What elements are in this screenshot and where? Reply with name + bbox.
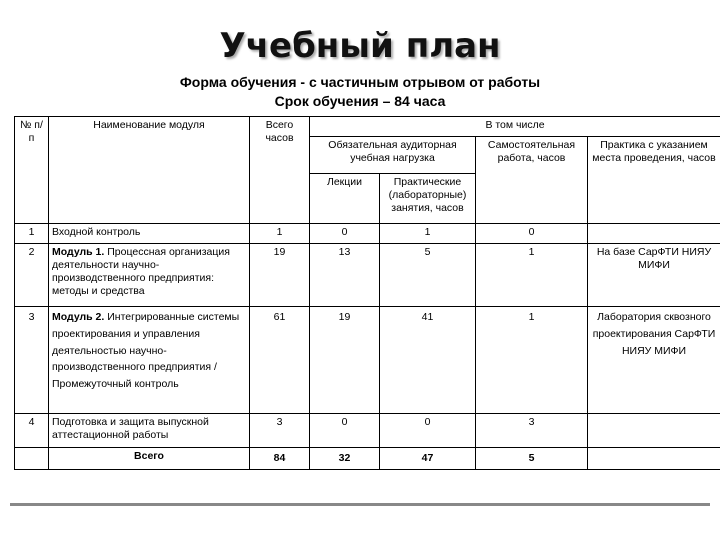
row-module-name-text: Интегрированные системы проектирования и управления деятельностью научно-производственного предприятия / Промежуточный контроль — [52, 311, 240, 391]
row-independent: 3 — [476, 414, 588, 448]
header-practice: Практика с указанием места проведения, часов — [588, 137, 720, 224]
totals-row — [15, 448, 720, 470]
row-total: 1 — [250, 224, 310, 244]
row-lectures: 19 — [310, 307, 380, 414]
row-lectures: 0 — [310, 414, 380, 448]
row-total: 61 — [250, 307, 310, 414]
row-num: 2 — [15, 244, 49, 307]
header-total-hours: Всего часов — [250, 117, 310, 224]
row-total: 3 — [250, 414, 310, 448]
totals-lectures: 32 — [310, 448, 380, 470]
row-module-name-text: Входной контроль — [52, 226, 141, 238]
row-num: 4 — [15, 414, 49, 448]
row-lectures: 0 — [310, 224, 380, 244]
header-module-name: Наименование модуля — [49, 117, 250, 224]
bottom-divider — [10, 503, 710, 506]
row-lectures: 13 — [310, 244, 380, 307]
row-independent: 1 — [476, 307, 588, 414]
row-practice: Лаборатория сквозного проектирования СарФТИ НИЯУ МИФИ — [588, 307, 720, 414]
row-module-name — [49, 244, 250, 307]
row-independent: 1 — [476, 244, 588, 307]
row-module-name — [49, 307, 250, 414]
subtitle-study-duration: Срок обучения – 84 часа — [274, 93, 446, 109]
row-practice — [588, 414, 720, 448]
row-practice — [588, 224, 720, 244]
table-row — [15, 224, 720, 244]
header-lectures: Лекции — [310, 174, 380, 224]
header-practical: Практические (лабораторные) занятия, часов — [380, 174, 476, 224]
row-total: 19 — [250, 244, 310, 307]
curriculum-table — [14, 116, 720, 470]
totals-independent: 5 — [476, 448, 588, 470]
row-module-name-text: Подготовка и защита выпускной аттестационной работы — [52, 416, 209, 442]
page-title: Учебный план — [219, 26, 501, 66]
row-practical: 5 — [380, 244, 476, 307]
totals-practical: 47 — [380, 448, 476, 470]
totals-num — [15, 448, 49, 470]
row-independent: 0 — [476, 224, 588, 244]
row-module-label: Модуль 1. — [52, 246, 105, 258]
row-practical: 41 — [380, 307, 476, 414]
totals-practice — [588, 448, 720, 470]
header-independent-work: Самостоятельная работа, часов — [476, 137, 588, 224]
row-practical: 0 — [380, 414, 476, 448]
totals-total: 84 — [250, 448, 310, 470]
table-row — [15, 307, 720, 414]
row-num: 1 — [15, 224, 49, 244]
header-num: № п/п — [15, 117, 49, 224]
totals-label: Всего — [49, 448, 250, 470]
row-practical: 1 — [380, 224, 476, 244]
subtitle-study-form: Форма обучения - с частичным отрывом от работы — [179, 74, 541, 90]
row-num: 3 — [15, 307, 49, 414]
header-including: В том числе — [310, 117, 720, 137]
row-module-name — [49, 414, 250, 448]
row-module-name-text: Процессная организация деятельности научно-производственного предприятия: методы и средства — [52, 246, 230, 298]
table-row — [15, 414, 720, 448]
row-module-label: Модуль 2. — [52, 311, 105, 323]
row-practice: На базе СарФТИ НИЯУ МИФИ — [588, 244, 720, 307]
header-mandatory-load: Обязательная аудиторная учебная нагрузка — [310, 137, 476, 174]
row-module-name — [49, 224, 250, 244]
header-row-1 — [15, 117, 720, 137]
table-row — [15, 244, 720, 307]
